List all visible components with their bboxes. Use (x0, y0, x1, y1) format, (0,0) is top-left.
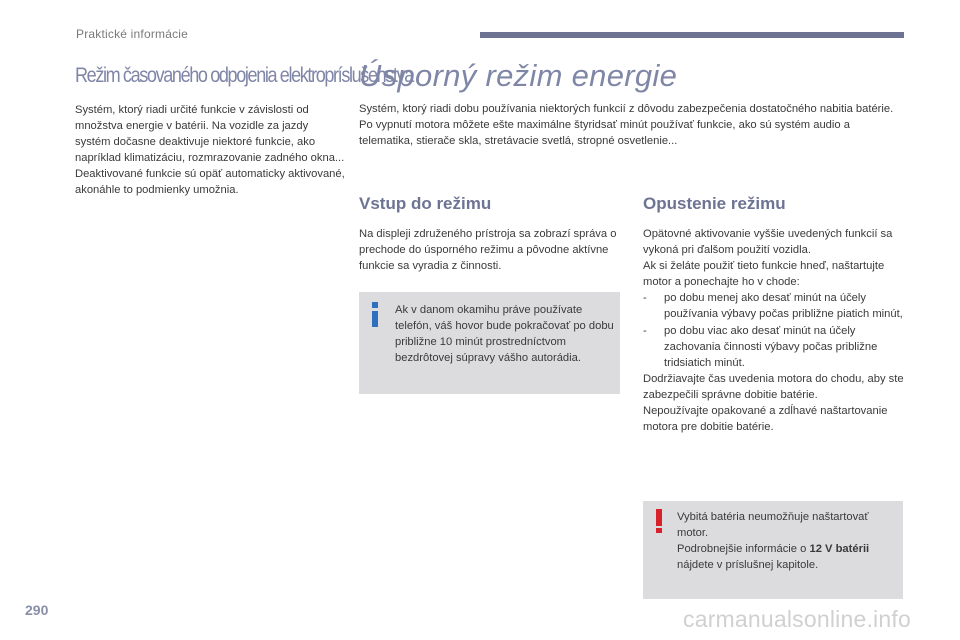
sidebar (75, 64, 413, 199)
intro-paragraph-1: Systém, ktorý riadi dobu používania niektorých funkcií z dôvodu zabezpečenia dostatočného nabitia batérie. (359, 103, 894, 115)
warning-icon-dot (656, 528, 662, 533)
exit-mode-text-4: Nepoužívajte opakované a zdĺhavé naštartovanie motora pre dobitie batérie. (643, 405, 888, 434)
info-icon (369, 302, 383, 328)
list-dash: - (643, 324, 647, 337)
enter-mode-section (359, 194, 621, 274)
info-icon-dot (372, 302, 378, 308)
sidebar-title: Režim časovaného odpojenia elektropríslušenstva (75, 64, 413, 87)
info-icon-stem (372, 311, 378, 327)
intro (359, 101, 904, 149)
sidebar-paragraph: Systém, ktorý riadi určité funkcie v závislosti od množstva energie v batérii. Na vozidle za jazdy systém dočasne deaktivuje niektoré funkcie, ako napríklad klimatizáciu, rozmrazovanie zadného okna... Deaktivované funkcie sú opäť automaticky aktivované, akonáhle to podmienky umožnia. (75, 104, 345, 197)
exit-mode-text-2: Ak si želáte použiť tieto funkcie hneď, naštartujte motor a ponechajte ho v chode: (643, 260, 885, 289)
enter-mode-title: Vstup do režimu (359, 194, 492, 213)
header-bar (480, 32, 904, 38)
exit-mode-body (643, 226, 905, 435)
list-item-text: po dobu viac ako desať minút na účely zachovania činnosti výbavy počas približne tridsiatich minút. (664, 324, 878, 369)
watermark: carmanualsonline.info (683, 606, 911, 632)
exit-mode-list (643, 290, 905, 370)
warning-icon-bar (656, 509, 662, 526)
exit-mode-text-1: Opätovné aktivovanie vyššie uvedených funkcií sa vykoná pri ďalšom použití vozidla. (643, 228, 893, 257)
list-item-text: po dobu menej ako desať minút na účely používania výbavy počas približne piatich minút, (664, 292, 903, 321)
list-item (643, 323, 905, 371)
exit-mode-text-3: Dodržiavajte čas uvedenia motora do chodu, aby ste zabezpečili správne dobitie batérie. (643, 372, 904, 401)
info-text: Ak v danom okamihu práve používate telefón, váš hovor bude pokračovať po dobu približne 10 minút prostredníctvom bezdrôtovej súpravy vášho autorádia. (395, 304, 614, 365)
warning-text-2-post: nájdete v príslušnej kapitole. (677, 559, 819, 572)
warning-text-2-pre: Podrobnejšie informácie o (677, 543, 810, 556)
list-dash: - (643, 292, 647, 305)
battery-reference: 12 V batérii (809, 543, 870, 556)
warning-text-2 (677, 541, 899, 573)
section-title: Praktické informácie (76, 27, 189, 41)
warning-icon (654, 509, 664, 533)
warning-box (643, 501, 903, 599)
enter-mode-text: Na displeji združeného prístroja sa zobrazí správa o prechode do úsporného režimu a pôvodne aktívne funkcie sa vyradia z činnosti. (359, 228, 617, 273)
info-box (359, 292, 620, 394)
exit-mode-title: Opustenie režimu (643, 194, 786, 213)
warning-text (677, 509, 899, 573)
list-item (643, 290, 905, 322)
exit-mode-section (643, 194, 905, 435)
warning-text-1: Vybitá batéria neumožňuje naštartovať motor. (677, 511, 869, 540)
page-title: Úsporný režim energie (359, 58, 678, 93)
page-number: 290 (25, 602, 49, 618)
intro-paragraph-2: Po vypnutí motora môžete ešte maximálne štyridsať minút používať funkcie, ako sú systém audio a telematika, stierače skla, stretávacie svetlá, stropné osvetlenie... (359, 119, 850, 148)
